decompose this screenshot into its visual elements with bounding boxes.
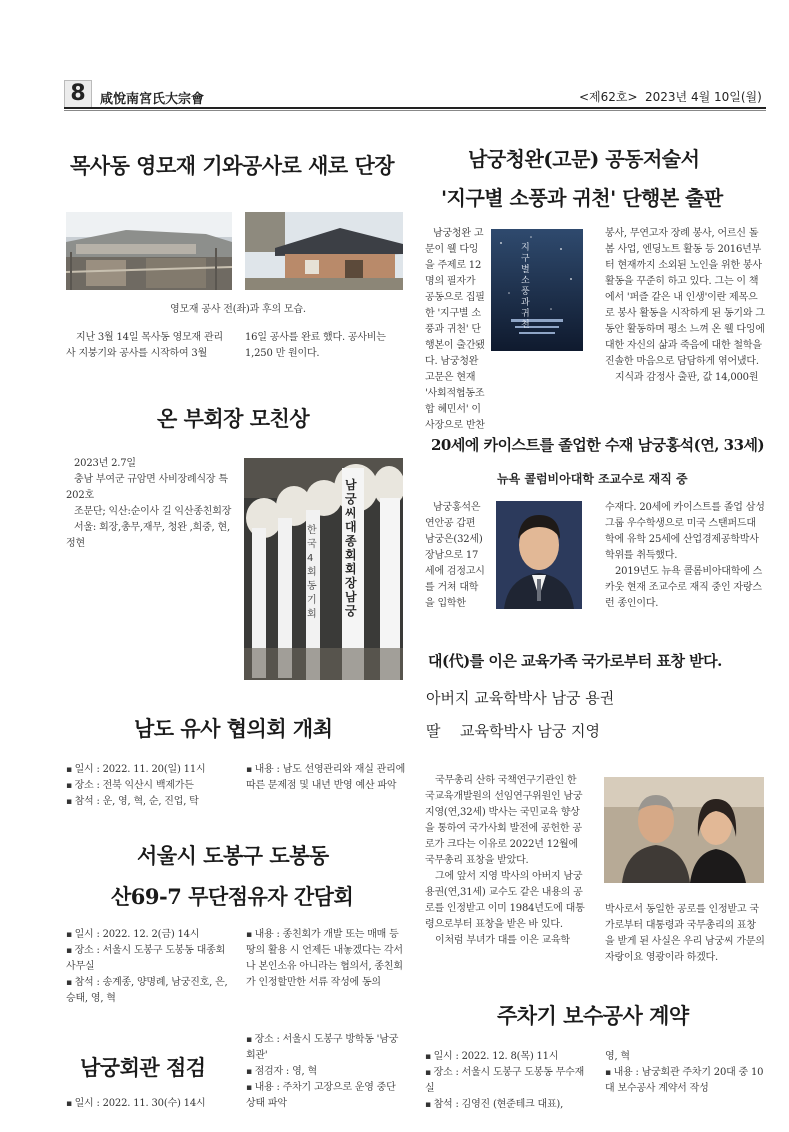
- daughter-line: 교육학박사 남궁 지영: [460, 722, 600, 740]
- article-title-book-line2: '지구별 소풍과 귀천' 단행본 출판: [441, 186, 723, 210]
- article-title-education-family: 대(代)를 이은 교육가족 국가로부터 표창 받다.: [428, 652, 722, 670]
- parking-datetime: ▪ 일시 : 2022. 12. 8(목) 11시: [425, 1049, 590, 1065]
- parking-right-list: [605, 1065, 765, 1097]
- issue-date: 2023년 4월 10일(월): [645, 90, 762, 104]
- article-title-dobong-line1: 서울시 도봉구 도봉동: [137, 843, 329, 868]
- education-body-right: 박사로서 동일한 공로를 인정받고 국가로부터 대통령과 국무총리의 표창을 받게 된 사실은 우리 남궁씨 가문의 자랑이요 영광이라 하겠다.: [605, 904, 765, 963]
- namdo-place: ▪ 장소 : 전북 익산시 백제가든: [66, 778, 236, 794]
- book-body-left: 남궁청완 고문이 웰 다잉을 주제로 12명의 필자가 공동으로 집필한 '지구별 소풍과 귀천' 단행본이 출간됐다. 남궁청완 고문은 현재 '사회적협동조합 혜민서' 이사장으로 반찬: [425, 228, 485, 431]
- article-body-col1: 지난 3월 14일 목사동 영모재 관리사 지붕기와 공사를 시작하여 3월: [66, 332, 223, 359]
- hall-inspector: ▪ 점검자 : 영, 혁: [246, 1064, 406, 1080]
- namdo-content: ▪ 내용 : 남도 선영관리와 재실 관리에 따른 문제점 및 내년 반영 예산 파악: [246, 762, 406, 794]
- dobong-right-list: [246, 927, 406, 991]
- namdo-right-list: [246, 762, 406, 794]
- book-publisher-price: 지식과 감정사 출판, 값 14,000원: [615, 372, 759, 383]
- dobong-content: ▪ 내용 : 종친회가 개발 또는 매매 등 땅의 활용 시 언제든 내놓겠다는 각서나 본인소유 아니라는 협의서, 종친회가 인정할만한 서류 작성에 동의: [246, 927, 406, 991]
- daughter-prefix: 딸: [426, 722, 441, 740]
- mourning-place: 충남 부여군 규암면 사비장례식장 특202호: [66, 474, 228, 501]
- publication-name: 咸悅南宮氏大宗會: [100, 92, 205, 107]
- namdo-left-list: [66, 762, 236, 810]
- article-title-hall-inspection: 남궁회관 점검: [80, 1055, 206, 1080]
- book-body-right-text: 봉사, 무연고자 장례 봉사, 어르신 돌봄 사업, 엔딩노트 활동 등 2016년부터 현재까지 소외된 노인을 위한 봉사 활동을 꾸준히 하고 있다. 그는 이 책에서 '퍼즐 같은 내 인생'이란 제목으로 봉사 활동을 시작하게 된 동기와 그동안 활동하며 평소 느껴 온 웰 다잉에 대한 자신의 삶과 죽음에 대한 철학을 진솔한 마음으로 담담하게 엮어냈다.: [605, 228, 765, 367]
- education-para3: 이처럼 부녀가 대를 이은 교육학: [435, 935, 570, 946]
- book-body-right: [605, 226, 765, 386]
- hall-left-list: [66, 1096, 236, 1112]
- page-number: 8: [64, 80, 92, 108]
- article-title-yeongmojae: 목사동 영모재 기와공사로 새로 단장: [70, 153, 395, 178]
- article-title-hongseok: 20세에 카이스트를 졸업한 수재 남궁홍석(연, 33세): [431, 436, 765, 454]
- photo-father-daughter: [604, 777, 764, 883]
- photo-caption: 영모재 공사 전(좌)과 후의 모습.: [170, 304, 306, 315]
- education-para2: 그에 앞서 지영 박사의 아버지 남궁용권(연,31세) 교수도 같은 내용의 공로를 인정받고 이미 1984년도에 대통령으로부터 표창을 받은 바 있다.: [425, 871, 585, 930]
- parking-attendees-cont: 영, 혁: [605, 1051, 630, 1062]
- article-title-book-line1: 남궁청완(고문) 공동저술서: [468, 147, 700, 171]
- parking-left-list: [425, 1049, 590, 1113]
- namdo-attendees: ▪ 참석 : 운, 영, 혁, 순, 진업, 탁: [66, 794, 236, 810]
- photo-hongseok-portrait: [496, 501, 582, 609]
- header-rule: [64, 107, 766, 109]
- education-para1: 국무총리 산하 국책연구기관인 한국교육개발원의 선임연구위원인 남궁지영(연,32세) 박사는 국민교육 향상을 통하여 국가사회 발전에 공헌한 공로가 크다는 이유로 2022년 12월에 국무총리 표창을 받았다.: [425, 775, 583, 866]
- photo-after-construction: [245, 212, 403, 290]
- parking-content: ▪ 내용 : 남궁회관 주차기 20대 중 10대 보수공사 계약서 작성: [605, 1065, 765, 1097]
- dobong-place: ▪ 장소 : 서울시 도봉구 도봉동 대종회 사무실: [66, 943, 236, 975]
- hongseok-body-right: [605, 500, 765, 612]
- hongseok-body-right-text: 수재다. 20세에 카이스트를 졸업 삼성그룹 우수학생으로 미국 스탠퍼드대학에 유학 25세에 산업경제공학박사 학위를 취득했다.: [605, 502, 765, 561]
- namdo-datetime: ▪ 일시 : 2022. 11. 20(일) 11시: [66, 762, 236, 778]
- photo-before-construction: [66, 212, 232, 290]
- dobong-left-list: [66, 927, 236, 1007]
- article-body-col2: 16일 공사를 완료 했다. 공사비는 1,250 만 원이다.: [245, 332, 386, 359]
- book-cover-title: 지구별 소풍과 귀천: [521, 243, 530, 330]
- article-title-parking: 주차기 보수공사 계약: [497, 1003, 689, 1028]
- hall-datetime: ▪ 일시 : 2022. 11. 30(수) 14시: [66, 1096, 236, 1112]
- hall-place: ▪ 장소 : 서울시 도봉구 방학동 '남궁회관': [246, 1032, 406, 1064]
- book-cover: [491, 229, 583, 351]
- dobong-attendees: ▪ 참석 : 송계종, 양명례, 남궁진호, 은, 승태, 영, 혁: [66, 975, 236, 1007]
- hall-right-list: [246, 1032, 406, 1112]
- article-title-dobong-line2: 산69-7 무단점유자 간담회: [111, 884, 354, 909]
- mourning-details: [66, 456, 236, 552]
- parking-place: ▪ 장소 : 서울시 도봉구 도봉동 무수재실: [425, 1065, 590, 1097]
- ribbon-text-left: 한국 4회 동기회: [307, 525, 317, 620]
- mourning-visitors-iksan: 조문단; 익산:순이사 길 익산종친회장: [74, 506, 232, 517]
- mourning-visitors-seoul: 서울: 회장,총무,재무, 청완 ,희중, 현,정현: [66, 522, 230, 549]
- dobong-datetime: ▪ 일시 : 2022. 12. 2(금) 14시: [66, 927, 236, 943]
- hall-content: ▪ 내용 : 주차기 고장으로 운영 중단 상태 파악: [246, 1080, 406, 1112]
- photo-funeral-wreaths: [244, 458, 403, 680]
- education-body-left: [425, 773, 585, 949]
- father-line: 아버지 교육학박사 남궁 용권: [426, 689, 615, 707]
- ribbon-text-right: 남궁씨 대종회 회장 남궁: [345, 478, 357, 618]
- article-subtitle-hongseok: 뉴욕 콜럼비아대학 조교수로 재직 중: [497, 472, 688, 486]
- article-title-namdo-council: 남도 유사 협의회 개최: [134, 716, 333, 741]
- parking-attendees: ▪ 참석 : 김영진 (현준테크 대표),: [425, 1097, 590, 1113]
- hongseok-body-right-text2: 2019년도 뉴욕 콜롬비아대학에 스카웃 현재 조교수로 재직 중인 자랑스런 종인이다.: [605, 566, 763, 609]
- mourning-date: 2023년 2.7일: [74, 458, 136, 469]
- hongseok-body-left: 남궁홍석은 연안공 갑편 남궁은(32세) 장남으로 17세에 검정고시를 거쳐 대학을 입학한: [425, 502, 485, 609]
- article-title-mourning: 온 부회장 모친상: [157, 406, 310, 431]
- header-rule-thin: [64, 110, 766, 111]
- issue-number: <제62호>: [579, 90, 638, 104]
